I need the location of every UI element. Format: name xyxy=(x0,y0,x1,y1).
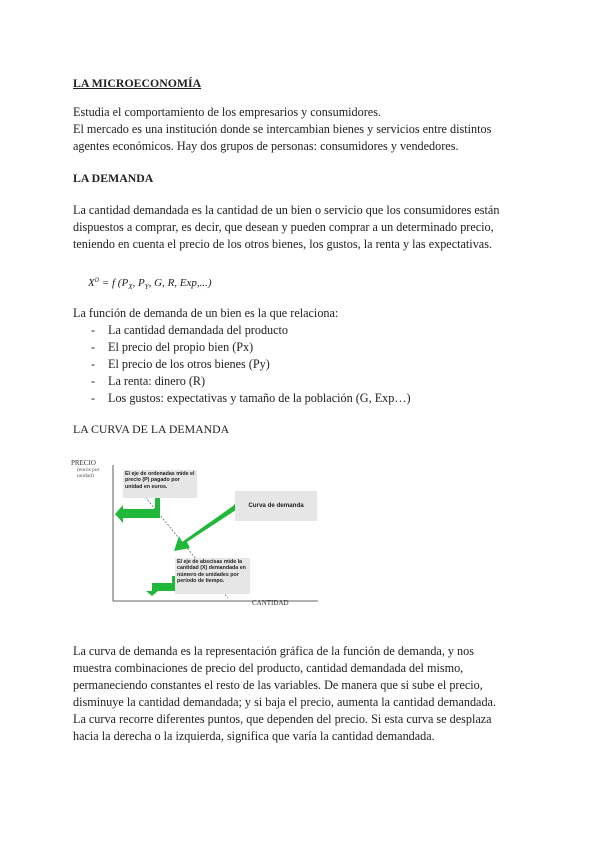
paragraph-4-line-2: muestra combinaciones de precio del producto, cantidad demandada del mismo, xyxy=(73,661,464,675)
list-item-text: La renta: dinero (R) xyxy=(108,374,206,388)
y-axis-annotation-box: El eje de ordenadas mide el precio (P) pagado por unidad en euros. xyxy=(123,470,197,498)
formula-lhs-sup: D xyxy=(94,277,100,284)
heading-demanda: LA DEMANDA xyxy=(73,171,154,185)
paragraph-2-line-2: dispuestos a comprar, es decir, que desean y pueden comprar a un determinado precio, xyxy=(73,220,494,234)
list-dash: - xyxy=(91,374,96,388)
x-axis-annotation-box: El eje de abscisas mide la cantidad (X) demandada en número de unidades por período de tiempo. xyxy=(175,558,250,594)
heading-curva-demanda: LA CURVA DE LA DEMANDA xyxy=(73,422,230,436)
list-item-text: La cantidad demandada del producto xyxy=(108,323,289,337)
list-dash: - xyxy=(91,357,96,371)
list-item-text: El precio del propio bien (Px) xyxy=(108,340,254,354)
paragraph-4-line-5: La curva recorre diferentes puntos, que dependen del precio. Si esta curva se desplaza xyxy=(73,712,492,726)
paragraph-2-line-3: teniendo en cuenta el precio de los otros bienes, los gustos, la renta y las expectativas. xyxy=(73,237,492,251)
demand-curve-figure xyxy=(68,460,318,610)
x-axis-label: CANTIDAD xyxy=(252,599,289,607)
formula-sub-x: X xyxy=(128,283,133,292)
paragraph-1-line-1: Estudia el comportamiento de los empresarios y consumidores. xyxy=(73,105,382,119)
arrow-to-curve-icon xyxy=(174,502,239,551)
list-dash: - xyxy=(91,323,96,337)
paragraph-1-line-2: El mercado es una institución donde se intercambian bienes y servicios entre distintos xyxy=(73,122,492,136)
demand-curve-label-box: Curva de demanda xyxy=(235,491,317,521)
heading-microeconomia: LA MICROECONOMÍA xyxy=(73,76,202,90)
arrow-up-axis-icon xyxy=(115,498,160,523)
formula-rest: , G, R, Exp,...) xyxy=(148,277,212,289)
formula-mid: , P xyxy=(132,277,145,289)
list-item xyxy=(91,373,411,390)
y-axis-sublabel: (euros por unidad) xyxy=(77,467,100,479)
list-dash: - xyxy=(91,391,96,405)
formula-lhs: X xyxy=(88,277,95,289)
demand-formula xyxy=(88,277,212,291)
demand-factors-list xyxy=(91,322,411,407)
list-item xyxy=(91,356,411,373)
list-item xyxy=(91,390,411,407)
y-axis-label: PRECIO xyxy=(71,459,96,467)
paragraph-1-line-3: agentes económicos. Hay dos grupos de personas: consumidores y vendedores. xyxy=(73,139,459,153)
arrow-down-axis-icon xyxy=(146,576,177,596)
paragraph-2-line-1: La cantidad demandada es la cantidad de un bien o servicio que los consumidores están xyxy=(73,203,500,217)
formula-eq: = f (P xyxy=(99,277,129,289)
paragraph-4-line-6: hacia la derecha o la izquierda, significa que varía la cantidad demandada. xyxy=(73,729,435,743)
paragraph-4-line-4: disminuye la cantidad demandada; y si baja el precio, aumenta la cantidad demandada. xyxy=(73,695,497,709)
paragraph-4-line-1: La curva de demanda es la representación gráfica de la función de demanda, y nos xyxy=(73,644,474,658)
list-dash: - xyxy=(91,340,96,354)
paragraph-3: La función de demanda de un bien es la que relaciona: xyxy=(73,306,339,320)
y-axis-label-group xyxy=(71,460,116,479)
list-item-text: El precio de los otros bienes (Py) xyxy=(108,357,270,371)
list-item-text: Los gustos: expectativas y tamaño de la población (G, Exp…) xyxy=(108,391,411,405)
list-item xyxy=(91,322,411,339)
paragraph-4-line-3: permaneciendo constantes el resto de las variables. De manera que si sube el precio, xyxy=(73,678,483,692)
formula-sub-y: Y xyxy=(144,283,149,292)
list-item xyxy=(91,339,411,356)
